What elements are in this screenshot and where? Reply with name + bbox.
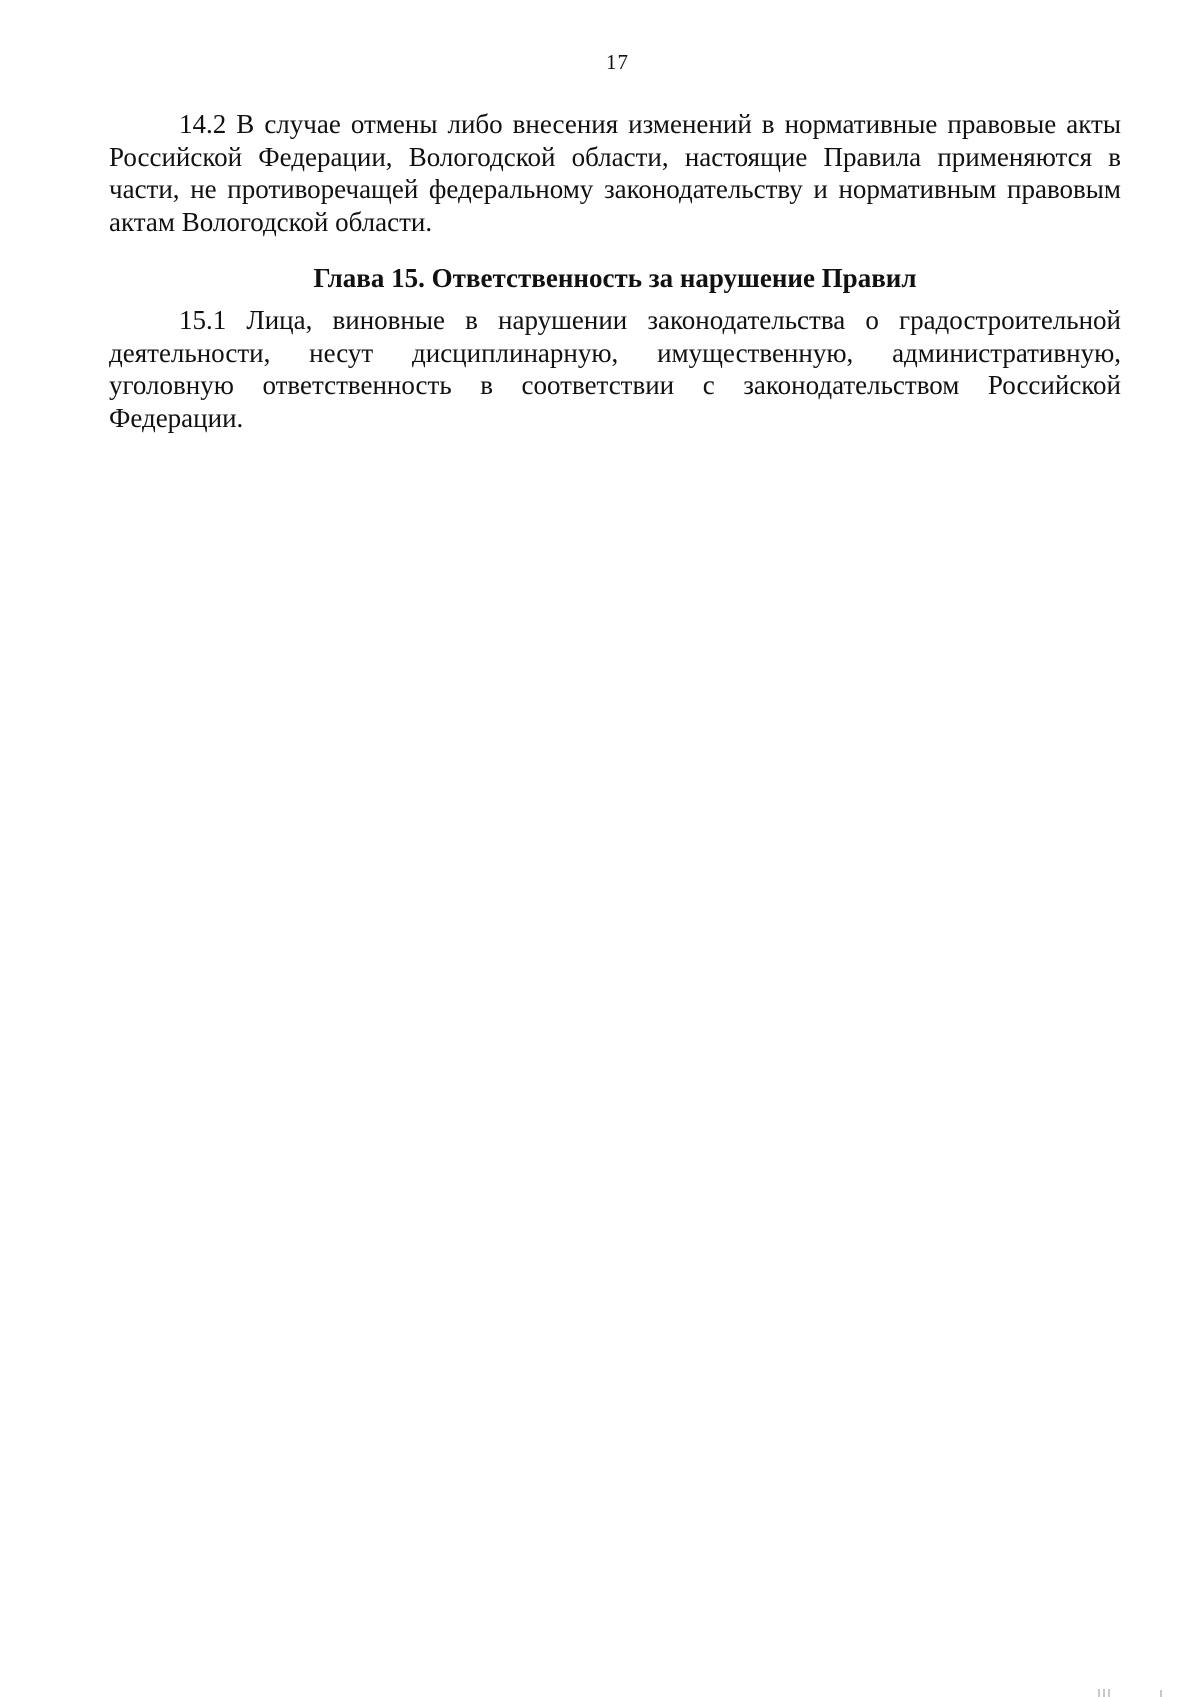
chapter-15-heading: Глава 15. Ответственность за нарушение Правил (313, 263, 917, 293)
scan-artifact (1108, 1689, 1110, 1697)
page-number: 17 (606, 50, 629, 74)
scan-artifact (1160, 1690, 1162, 1697)
scan-artifact (1103, 1689, 1105, 1697)
scan-artifact (1098, 1689, 1100, 1697)
clause-15-1: 15.1 Лица, виновные в нарушении законодательства о градостроительной деятельности, несут дисциплинарную, имущественную, административную, уголовную ответственность в соответствии с законодательством Российской Федерации. (109, 305, 1121, 433)
clause-14-2: 14.2 В случае отмены либо внесения изменений в нормативные правовые акты Российской Федерации, Вологодской области, настоящие Правила применяются в части, не противоречащей федеральному законодательству и нормативным правовым актам Вологодской области. (109, 109, 1121, 237)
document-body (109, 108, 1121, 434)
